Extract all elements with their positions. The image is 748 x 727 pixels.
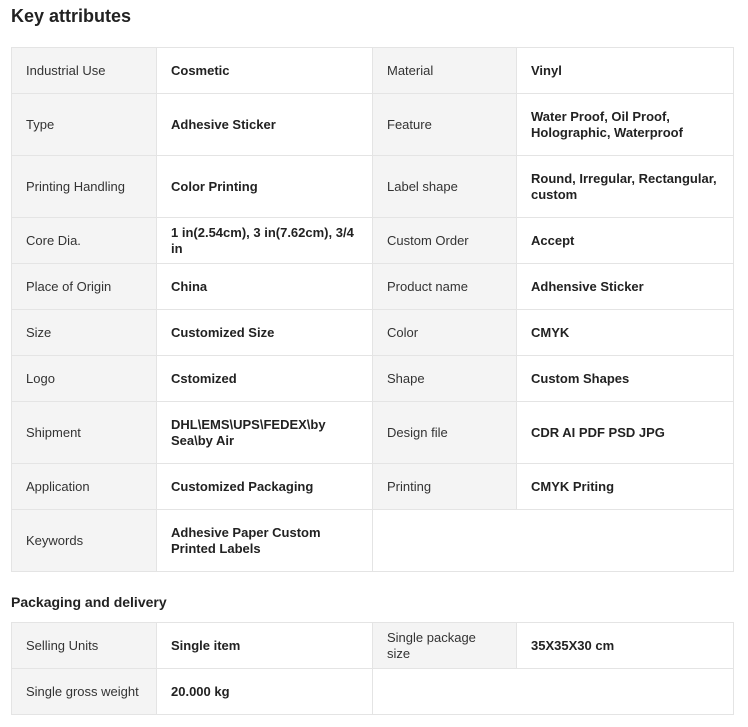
- key-attributes-title: Key attributes: [11, 6, 132, 26]
- attribute-label: Place of Origin: [12, 264, 157, 310]
- attribute-value: Single item: [157, 623, 373, 669]
- attribute-label: Label shape: [373, 156, 517, 218]
- attribute-label: Material: [373, 48, 517, 94]
- attribute-value: Adhesive Paper Custom Printed Labels: [157, 510, 373, 572]
- attribute-value: CMYK: [517, 310, 734, 356]
- attribute-row: [12, 156, 734, 218]
- key-attributes-table: [11, 47, 734, 572]
- attribute-label: Core Dia.: [12, 218, 157, 264]
- attribute-label: Logo: [12, 356, 157, 402]
- attribute-value: Color Printing: [157, 156, 373, 218]
- attribute-value: Adhensive Sticker: [517, 264, 734, 310]
- attribute-label: Selling Units: [12, 623, 157, 669]
- attribute-label: Single package size: [373, 623, 517, 669]
- attribute-row: [12, 218, 734, 264]
- empty-cell: [373, 510, 734, 572]
- attribute-value: 1 in(2.54cm), 3 in(7.62cm), 3/4 in: [157, 218, 373, 264]
- attribute-label: Shipment: [12, 402, 157, 464]
- attribute-value: 20.000 kg: [157, 669, 373, 715]
- attribute-label: Design file: [373, 402, 517, 464]
- attribute-label: Keywords: [12, 510, 157, 572]
- attribute-label: Type: [12, 94, 157, 156]
- attribute-row: [12, 356, 734, 402]
- packaging-row: [12, 623, 734, 669]
- attribute-value: Cosmetic: [157, 48, 373, 94]
- attribute-label: Single gross weight: [12, 669, 157, 715]
- attribute-value: Adhesive Sticker: [157, 94, 373, 156]
- attribute-value: Cstomized: [157, 356, 373, 402]
- attribute-row: [12, 48, 734, 94]
- attribute-row: [12, 264, 734, 310]
- empty-cell: [373, 669, 734, 715]
- attribute-label: Product name: [373, 264, 517, 310]
- attribute-value: CMYK Priting: [517, 464, 734, 510]
- attribute-value: Custom Shapes: [517, 356, 734, 402]
- attribute-value: China: [157, 264, 373, 310]
- attribute-row: [12, 94, 734, 156]
- attribute-value: Accept: [517, 218, 734, 264]
- attribute-label: Size: [12, 310, 157, 356]
- attribute-value: Round, Irregular, Rectangular, custom: [517, 156, 734, 218]
- attribute-row: [12, 402, 734, 464]
- packaging-delivery-title: Packaging and delivery: [11, 594, 167, 610]
- attribute-value: DHL\EMS\UPS\FEDEX\by Sea\by Air: [157, 402, 373, 464]
- attribute-row: [12, 510, 734, 572]
- attribute-row: [12, 464, 734, 510]
- attribute-label: Color: [373, 310, 517, 356]
- attribute-value: CDR AI PDF PSD JPG: [517, 402, 734, 464]
- attribute-label: Printing: [373, 464, 517, 510]
- attribute-label: Feature: [373, 94, 517, 156]
- attribute-label: Custom Order: [373, 218, 517, 264]
- attribute-row: [12, 310, 734, 356]
- attribute-label: Printing Handling: [12, 156, 157, 218]
- attribute-label: Application: [12, 464, 157, 510]
- packaging-row: [12, 669, 734, 715]
- attribute-value: Vinyl: [517, 48, 734, 94]
- attribute-label: Industrial Use: [12, 48, 157, 94]
- attribute-value: Customized Packaging: [157, 464, 373, 510]
- attribute-value: Water Proof, Oil Proof, Holographic, Waterproof: [517, 94, 734, 156]
- packaging-table: [11, 622, 734, 715]
- attribute-value: 35X35X30 cm: [517, 623, 734, 669]
- attribute-value: Customized Size: [157, 310, 373, 356]
- attribute-label: Shape: [373, 356, 517, 402]
